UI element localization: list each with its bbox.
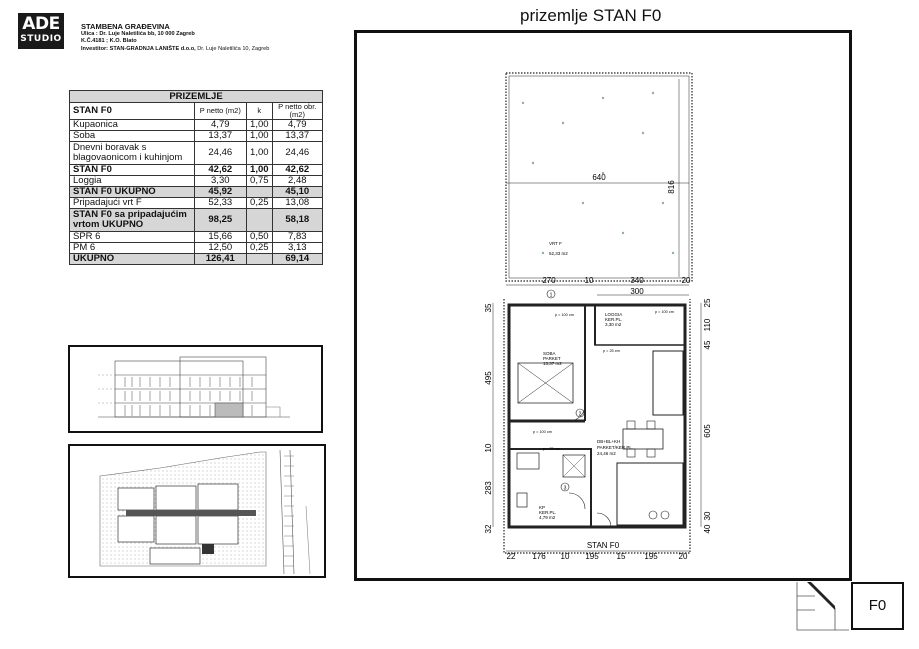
row-name: PM 6 [70,243,195,254]
row-p-obr: 2,48 [272,176,322,187]
row-p-obr: 45,10 [272,187,322,198]
table-row [70,209,323,232]
elevation-drawing [68,345,323,433]
row-p-obr: 13,37 [272,131,322,142]
room-bath-name: KP [539,505,546,510]
row-k [247,254,273,265]
dim-left-1: 35 [484,303,493,313]
row-name: STAN F0 UKUPNO [70,187,195,198]
plan-title: prizemlje STAN F0 [520,6,662,25]
site-plan-svg [70,446,324,576]
row-name: STAN F0 sa pripadajućim vrtom UKUPNO [70,209,195,232]
address-value: Dr. Luje Naletilića bb, 10 000 Zagreb [99,31,195,37]
note-2: p = 100 cm [655,310,674,314]
dim-right-4: 605 [703,424,712,438]
dim-bottom-2: 176 [532,552,546,561]
door-mark-1: 1 [549,292,553,299]
table-row [70,187,323,198]
row-name: SPR 6 [70,232,195,243]
room-loggia-name: LOGGIA [605,312,623,317]
row-name: UKUPNO [70,254,195,265]
table-row [70,176,323,187]
row-k: 0,50 [247,232,273,243]
note-3: p = 25 cm [603,349,620,353]
room-loggia-area: 3,30 m2 [605,322,622,327]
floor-plan-frame [354,30,852,581]
table-row [70,120,323,131]
project-title: STAMBENA GRAĐEVINA [81,22,170,31]
unit-label: F0 [851,582,904,630]
note-4: p = 100 cm [533,430,552,434]
row-p-obr: 69,14 [272,254,322,265]
row-p-obr: 24,46 [272,142,322,165]
row-p-obr: 4,79 [272,120,322,131]
row-p-netto: 52,33 [194,198,247,209]
room-bath-floor: KER.PL. [539,510,557,515]
logo-line2: STUDIO [20,34,62,44]
row-p-obr: 3,13 [272,243,322,254]
room-living-floor: PARKET/KER.PL. [597,445,634,450]
row-k: 1,00 [247,142,273,165]
row-p-netto: 24,46 [194,142,247,165]
dim-right-6: 40 [703,524,712,534]
table-head-p: P netto (m2) [194,103,247,120]
row-p-netto: 126,41 [194,254,247,265]
garden-width-dim: 640 [592,173,606,182]
row-k: 1,00 [247,120,273,131]
table-row [70,165,323,176]
row-p-netto: 3,30 [194,176,247,187]
room-soba-name: SOBA [543,351,556,356]
table-head-obr: P netto obr. (m2) [272,103,322,120]
dim-right-3: 45 [703,340,712,350]
dim-top-10: 10 [584,276,594,285]
row-p-netto: 12,50 [194,243,247,254]
row-p-obr: 7,83 [272,232,322,243]
row-name: Pripadajući vrt F [70,198,195,209]
address-label: Ulica : [81,31,98,37]
row-k: 1,00 [247,131,273,142]
dim-bottom-1: 22 [506,552,516,561]
table-head-name: STAN F0 [70,103,195,120]
dim-bottom-4: 195 [585,552,599,561]
door-mark-3: 3 [563,485,567,492]
dim-left-4: 283 [484,481,493,495]
apartment-label: STAN F0 [586,541,620,550]
project-header [81,22,269,53]
dim-left-3: 10 [484,443,493,453]
table-row [70,254,323,265]
dim-bottom-3: 10 [560,552,570,561]
area-table [69,90,323,265]
note-1: p = 100 cm [555,313,574,317]
dim-300: 300 [630,287,644,296]
row-p-netto: 45,92 [194,187,247,198]
table-row [70,131,323,142]
dim-right-5: 30 [703,511,712,521]
company-logo [18,13,64,49]
table-head-k: k [247,103,273,120]
row-p-netto: 42,62 [194,165,247,176]
dim-right-2: 110 [703,318,712,332]
room-loggia-floor: KER.PL. [605,317,623,322]
row-p-netto: 98,25 [194,209,247,232]
row-name: Kupaonica [70,120,195,131]
row-k [247,209,273,232]
row-k: 0,25 [247,198,273,209]
dim-left-5: 32 [484,524,493,534]
table-row [70,198,323,209]
dim-top-270: 270 [542,276,556,285]
dim-top-340: 340 [630,276,644,285]
floor-plan-svg [357,33,849,578]
room-soba-floor: PARKET [543,356,561,361]
logo-line1: ADE [22,14,60,34]
garden-area: 52,33 m2 [549,251,568,256]
dim-bottom-5: 15 [616,552,626,561]
investor-value: Dr. Luje Naletilića 10, Zagreb [197,45,270,52]
row-k: 0,75 [247,176,273,187]
row-name: Soba [70,131,195,142]
row-p-obr: 58,18 [272,209,322,232]
investor-line [81,46,269,53]
room-living-area: 24,46 m2 [597,451,616,456]
row-p-netto: 15,66 [194,232,247,243]
row-k [247,187,273,198]
door-mark-2: 2 [578,411,582,418]
parcel-line: K.Č.4181 ; K.O. Blato [81,38,137,45]
dim-right-1: 25 [703,298,712,308]
row-name: Loggia [70,176,195,187]
table-row [70,142,323,165]
room-soba-area: 13,37 m2 [543,361,562,366]
row-p-netto: 4,79 [194,120,247,131]
table-caption: PRIZEMLJE [70,91,323,103]
row-p-obr: 13,08 [272,198,322,209]
site-plan-drawing [68,444,326,578]
elevation-svg [70,347,321,431]
garden-height-dim: 816 [667,180,676,194]
row-p-netto: 13,37 [194,131,247,142]
row-name: Dnevni boravak s blagovaonicom i kuhinjom [70,142,195,165]
dim-top-20: 20 [681,276,691,285]
room-living-name: DB+BL+KH [597,439,621,444]
dim-bottom-7: 20 [678,552,688,561]
corner-mark [795,582,851,632]
row-name: STAN F0 [70,165,195,176]
row-p-obr: 42,62 [272,165,322,176]
dim-left-2: 495 [484,371,493,385]
garden-name: VRT F [549,241,562,246]
room-bath-area: 4,79 m2 [539,515,556,520]
note-5: p = 25 cm [543,447,560,451]
table-row [70,243,323,254]
dim-bottom-6: 195 [644,552,658,561]
row-k: 0,25 [247,243,273,254]
investor-label: Investitor: STAN-GRADNJA LANIŠTE d.o.o, [81,45,196,52]
row-k: 1,00 [247,165,273,176]
table-row [70,232,323,243]
